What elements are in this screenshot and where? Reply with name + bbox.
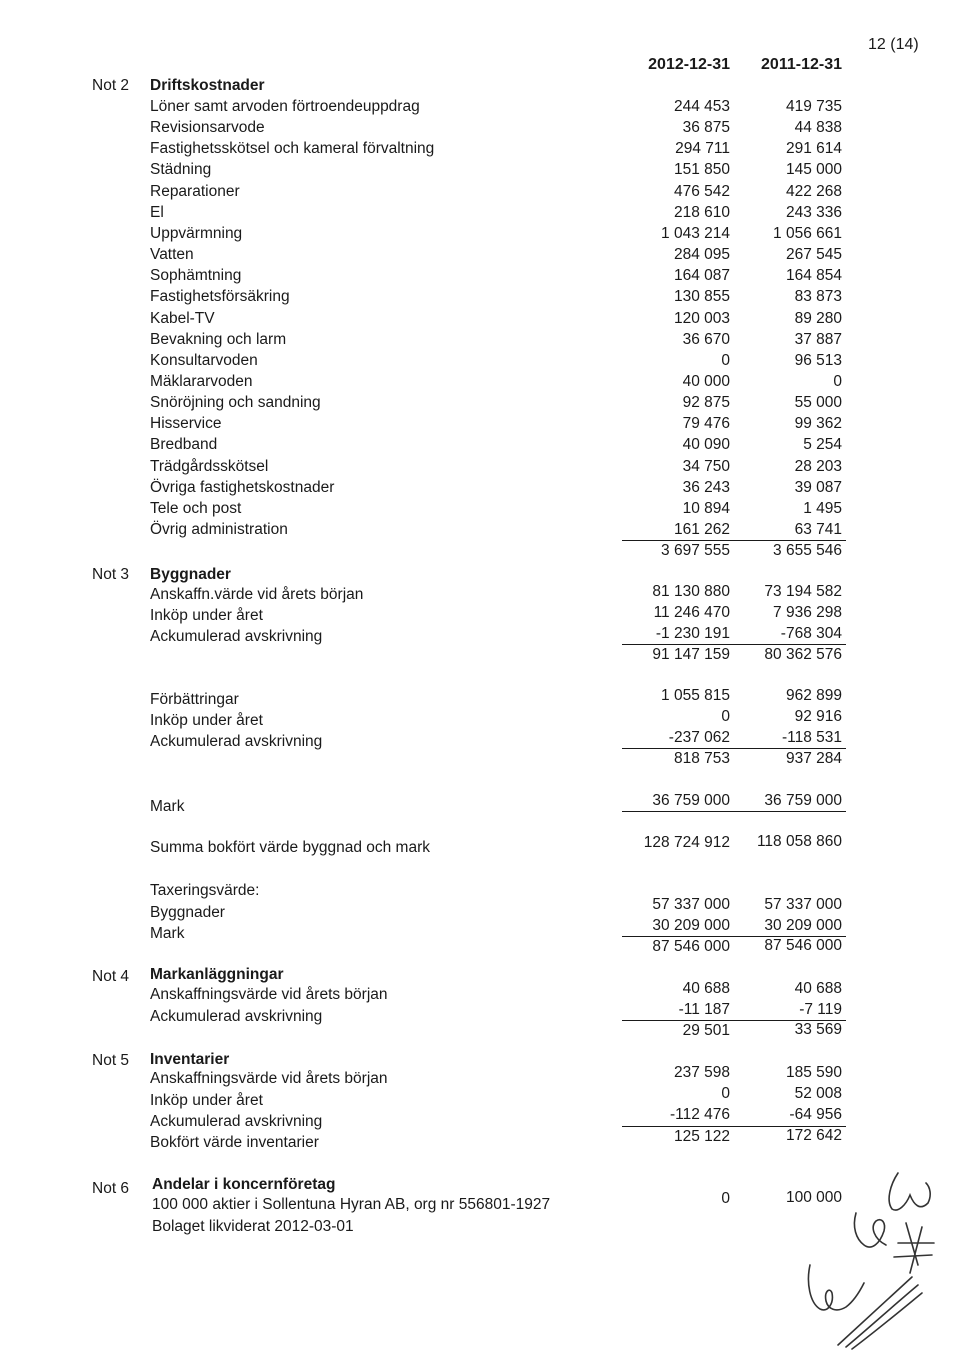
signature-stroke: [854, 1213, 886, 1247]
row-value-2011: -118 531: [781, 729, 842, 746]
row-value-2012: 34 750: [682, 458, 730, 475]
row-value-2011: 30 209 000: [764, 917, 842, 934]
row-label: Hisservice: [150, 415, 222, 432]
row-label: Anskaffn.värde vid årets början: [150, 586, 364, 603]
row-value-2011: 1 495: [803, 500, 842, 517]
row-value-2012: 10 894: [682, 500, 730, 517]
row-value-2012: 0: [721, 1190, 730, 1207]
row-label: Bevakning och larm: [150, 331, 287, 348]
row-label: Ackumulerad avskrivning: [150, 1113, 323, 1130]
row-label: Inköp under året: [150, 712, 263, 729]
row-label: Kabel-TV: [150, 310, 215, 327]
row-label: El: [150, 204, 164, 221]
row-value-2012: 40 090: [682, 436, 730, 453]
row-value-2011: 291 614: [785, 140, 842, 157]
note-title: Byggnader: [150, 566, 231, 583]
total-value-2011: 33 569: [794, 1021, 842, 1038]
row-value-2011: 55 000: [794, 394, 842, 411]
total-value-2011: 80 362 576: [764, 646, 842, 663]
row-label: Bolaget likviderat 2012-03-01: [152, 1218, 354, 1235]
row-label: Mäklararvoden: [150, 373, 253, 390]
row-value-2012: -1 230 191: [655, 625, 730, 642]
row-value-2012: 161 262: [673, 521, 730, 538]
row-label: Revisionsarvode: [150, 119, 265, 136]
row-label: Anskaffningsvärde vid årets början: [150, 986, 388, 1003]
row-value-2012: 1 055 815: [661, 687, 730, 704]
sum-line: [622, 644, 846, 645]
row-value-2012: 57 337 000: [652, 896, 730, 913]
row-label: Inköp under året: [150, 1092, 263, 1109]
row-value-2012: 130 855: [673, 288, 730, 305]
row-label: Förbättringar: [150, 691, 239, 708]
signature-stroke: [838, 1277, 922, 1349]
row-label: Summa bokfört värde byggnad och mark: [150, 839, 430, 856]
row-value-2011: 100 000: [785, 1189, 842, 1206]
row-value-2011: 39 087: [794, 479, 842, 496]
row-value-2012: 81 130 880: [652, 583, 730, 600]
row-label: Reparationer: [150, 183, 240, 200]
total-value-2011: 172 642: [785, 1127, 842, 1144]
row-label: Övriga fastighetskostnader: [150, 479, 335, 496]
row-label: Snöröjning och sandning: [150, 394, 321, 411]
row-label: Övrig administration: [150, 521, 288, 538]
signature-stroke: [808, 1265, 864, 1310]
row-value-2012: 36 243: [682, 479, 730, 496]
total-value-2012: 125 122: [673, 1128, 730, 1145]
row-label: Anskaffningsvärde vid årets början: [150, 1070, 388, 1087]
row-value-2011: 962 899: [785, 687, 842, 704]
row-value-2012: 120 003: [673, 310, 730, 327]
note-title: Inventarier: [150, 1051, 230, 1068]
row-label: 100 000 aktier i Sollentuna Hyran AB, org nr 556801-1927: [152, 1196, 551, 1213]
row-value-2011: 1 056 661: [773, 225, 842, 242]
row-value-2012: 0: [721, 352, 730, 369]
row-value-2012: -11 187: [678, 1001, 730, 1018]
row-value-2012: 36 670: [682, 331, 730, 348]
row-label: Löner samt arvoden förtroendeuppdrag: [150, 98, 420, 115]
total-value-2012: 29 501: [682, 1022, 730, 1039]
row-value-2011: 92 916: [794, 708, 842, 725]
row-value-2011: 28 203: [794, 458, 842, 475]
row-value-2011: -768 304: [780, 625, 842, 642]
row-value-2012: 0: [721, 708, 730, 725]
row-value-2011: 0: [833, 373, 842, 390]
row-value-2011: 44 838: [794, 119, 842, 136]
row-value-2011: 63 741: [794, 521, 842, 538]
row-value-2012: 0: [721, 1085, 730, 1102]
row-value-2011: 267 545: [785, 246, 842, 263]
row-label: Byggnader: [150, 904, 225, 921]
row-label: Tele och post: [150, 500, 242, 517]
row-value-2011: 164 854: [785, 267, 842, 284]
row-label: Ackumulerad avskrivning: [150, 733, 323, 750]
row-value-2011: 83 873: [794, 288, 842, 305]
row-value-2011: 145 000: [785, 161, 842, 178]
row-value-2011: 243 336: [785, 204, 842, 221]
row-label: Fastighetsförsäkring: [150, 288, 290, 305]
row-label: Bokfört värde inventarier: [150, 1134, 319, 1151]
row-value-2011: 7 936 298: [773, 604, 842, 621]
sum-line: [622, 540, 846, 541]
note-title: Driftskostnader: [150, 77, 265, 94]
row-value-2011: 37 887: [794, 331, 842, 348]
note-label: Not 5: [92, 1052, 130, 1069]
row-value-2012: 11 246 470: [653, 604, 730, 621]
note-title: Andelar i koncernföretag: [152, 1176, 336, 1193]
row-value-2012: 294 711: [675, 140, 730, 157]
total-value-2011: 3 655 546: [773, 542, 842, 559]
total-value-2012: 818 753: [673, 750, 730, 767]
row-label: Konsultarvoden: [150, 352, 258, 369]
row-value-2012: 30 209 000: [652, 917, 730, 934]
row-value-2012: 164 087: [673, 267, 730, 284]
row-value-2011: -7 119: [799, 1001, 842, 1018]
row-value-2012: 40 688: [682, 980, 730, 997]
row-value-2011: 118 058 860: [756, 833, 842, 850]
row-value-2011: 52 008: [794, 1085, 842, 1102]
row-value-2011: 185 590: [785, 1064, 842, 1081]
row-value-2011: 40 688: [794, 980, 842, 997]
row-value-2011: 73 194 582: [764, 583, 842, 600]
row-value-2012: 36 875: [682, 119, 730, 136]
row-label: Bredband: [150, 436, 218, 453]
total-value-2011: 87 546 000: [764, 937, 842, 954]
row-value-2012: 151 850: [673, 161, 730, 178]
row-value-2012: -112 476: [669, 1106, 730, 1123]
row-value-2012: 92 875: [682, 394, 730, 411]
row-label: Trädgårdsskötsel: [150, 458, 269, 475]
total-value-2012: 87 546 000: [652, 938, 730, 955]
note-label: Not 2: [92, 77, 130, 94]
row-value-2012: 244 453: [673, 98, 730, 115]
column-header-2012: 2012-12-31: [648, 56, 730, 73]
row-value-2012: 476 542: [673, 183, 730, 200]
row-value-2011: 57 337 000: [764, 896, 842, 913]
row-value-2012: 218 610: [673, 204, 730, 221]
row-value-2012: 284 095: [673, 246, 730, 263]
row-value-2012: -237 062: [668, 729, 730, 746]
row-value-2011: 96 513: [794, 352, 842, 369]
row-label: Vatten: [150, 246, 194, 263]
row-value-2012: 128 724 912: [643, 834, 730, 851]
row-label: Ackumulerad avskrivning: [150, 1008, 323, 1025]
sum-line: [622, 811, 846, 812]
row-label: Ackumulerad avskrivning: [150, 628, 323, 645]
page-number: 12 (14): [868, 36, 919, 53]
row-value-2011: 89 280: [794, 310, 842, 327]
row-value-2011: 419 735: [785, 98, 842, 115]
note-label: Not 4: [92, 968, 130, 985]
row-label: Mark: [150, 798, 185, 815]
row-label: Fastighetsskötsel och kameral förvaltning: [150, 140, 435, 157]
row-value-2011: 36 759 000: [764, 792, 842, 809]
row-value-2012: 1 043 214: [661, 225, 730, 242]
note-title: Markanläggningar: [150, 966, 284, 983]
row-value-2012: 40 000: [682, 373, 730, 390]
row-label: Mark: [150, 925, 185, 942]
signature-stroke: [889, 1173, 930, 1210]
column-header-2011: 2011-12-31: [761, 56, 842, 73]
row-value-2012: 79 476: [682, 415, 730, 432]
taxering-heading: Taxeringsvärde:: [150, 882, 260, 899]
total-value-2012: 91 147 159: [652, 646, 730, 663]
total-value-2012: 3 697 555: [661, 542, 730, 559]
row-label: Städning: [150, 161, 212, 178]
row-label: Inköp under året: [150, 607, 263, 624]
row-value-2011: 5 254: [803, 436, 842, 453]
total-value-2011: 937 284: [785, 750, 842, 767]
row-label: Uppvärmning: [150, 225, 243, 242]
signature-stroke: [894, 1223, 934, 1273]
note-label: Not 3: [92, 566, 130, 583]
row-value-2012: 237 598: [673, 1064, 730, 1081]
signature-initials: [790, 1165, 940, 1355]
row-label: Sophämtning: [150, 267, 242, 284]
row-value-2012: 36 759 000: [652, 792, 730, 809]
row-value-2011: -64 956: [789, 1106, 842, 1123]
row-value-2011: 99 362: [794, 415, 842, 432]
sum-line: [622, 748, 846, 749]
row-value-2011: 422 268: [785, 183, 842, 200]
note-label: Not 6: [92, 1180, 130, 1197]
